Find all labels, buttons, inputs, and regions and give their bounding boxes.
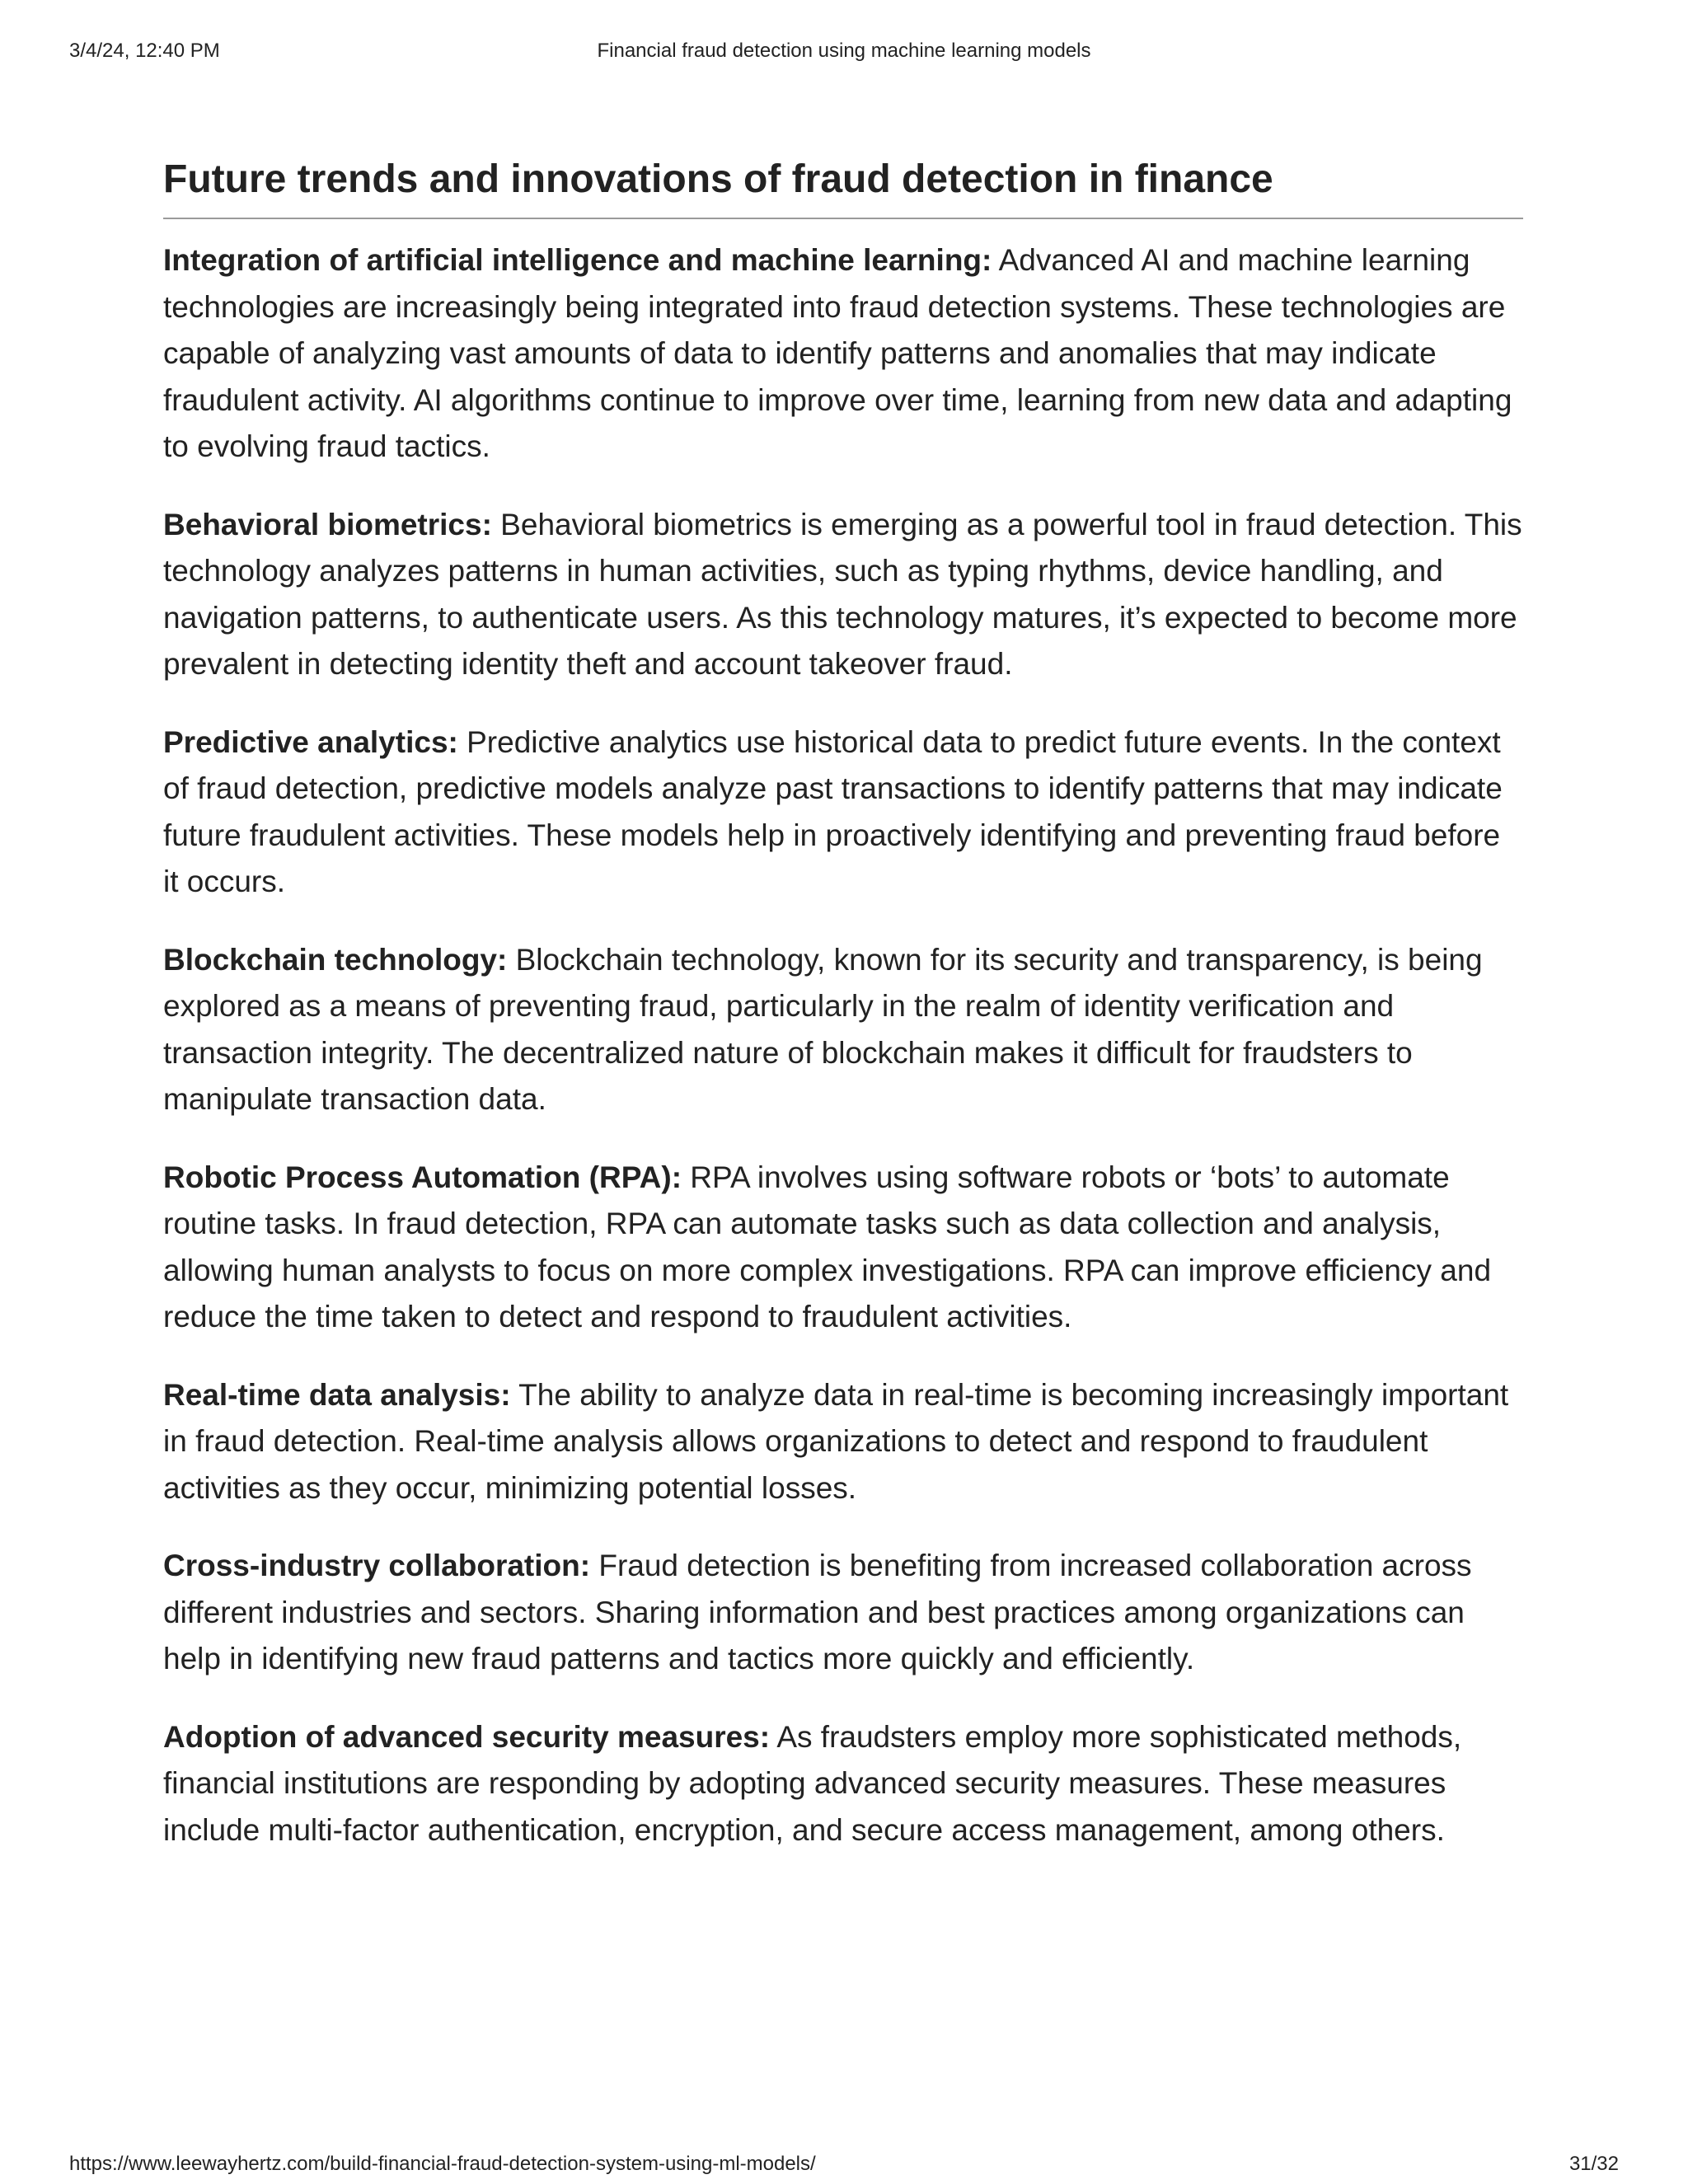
trend-term: Adoption of advanced security measures: (163, 1719, 771, 1754)
section-heading: Future trends and innovations of fraud detection in finance (163, 153, 1523, 219)
print-date: 3/4/24, 12:40 PM (69, 40, 220, 62)
article-content (163, 153, 1523, 1885)
paragraph-list (163, 237, 1523, 1854)
trend-description: Predictive analytics use historical data to predict future events. In the context of fraud detection, predictive models analyze past transactions to identify patterns that may indicate future fraudulent activities. These models help in proactively identifying and preventing fraud before it occurs. (163, 724, 1503, 898)
trend-paragraph-cross-industry (163, 1543, 1523, 1683)
trend-term: Real-time data analysis: (163, 1377, 511, 1412)
trend-description: RPA involves using software robots or ‘bots’ to automate routine tasks. In fraud detection, RPA can automate tasks such as data collection and analysis, allowing human analysts to focus on more complex investigations. RPA can improve efficiency and reduce the time taken to detect and respond to fraudulent activities. (163, 1160, 1492, 1333)
trend-paragraph-ai-ml (163, 237, 1523, 471)
document-title: Financial fraud detection using machine learning models (597, 40, 1091, 62)
trend-term: Behavioral biometrics: (163, 507, 492, 541)
trend-description: Behavioral biometrics is emerging as a powerful tool in fraud detection. This technology analyzes patterns in human activities, such as typing rhythms, device handling, and navigation patterns, to authenticate users. As this technology matures, it’s expected to become more prevalent in detecting identity theft and account takeover fraud. (163, 507, 1522, 681)
trend-paragraph-real-time-analysis (163, 1372, 1523, 1512)
trend-term: Blockchain technology: (163, 942, 508, 977)
trend-paragraph-predictive-analytics (163, 719, 1523, 906)
trend-term: Integration of artificial intelligence and machine learning: (163, 243, 992, 277)
trend-description: As fraudsters employ more sophisticated methods, financial institutions are responding by adopting advanced security measures. These measures include multi-factor authentication, encryption, and secure access management, among others. (163, 1719, 1462, 1847)
trend-description: Fraud detection is benefiting from increased collaboration across different industries and sectors. Sharing information and best practices among organizations can help in identifying new fraud patterns and tactics more quickly and efficiently. (163, 1549, 1472, 1675)
trend-description: The ability to analyze data in real-time is becoming increasingly important in fraud detection. Real-time analysis allows organizations to detect and respond to fraudulent activities as they occur, minimizing potential losses. (163, 1377, 1509, 1505)
trend-term: Predictive analytics: (163, 724, 458, 759)
trend-paragraph-blockchain (163, 937, 1523, 1123)
print-header (69, 40, 1619, 68)
trend-term: Cross-industry collaboration: (163, 1549, 591, 1582)
trend-term: Robotic Process Automation (RPA): (163, 1160, 682, 1194)
print-footer (69, 2153, 1619, 2177)
trend-description: Blockchain technology, known for its security and transparency, is being explored as a means of preventing fraud, particularly in the realm of identity verification and transaction integrity. The decentralized nature of blockchain makes it difficult for fraudsters to manipulate transaction data. (163, 942, 1483, 1116)
page-number: 31/32 (1568, 2153, 1619, 2175)
trend-paragraph-rpa (163, 1155, 1523, 1341)
source-url: https://www.leewayhertz.com/build-financial-fraud-detection-system-using-ml-models/ (69, 2153, 816, 2175)
trend-paragraph-behavioral-biometrics (163, 502, 1523, 688)
trend-description: Advanced AI and machine learning technologies are increasingly being integrated into fraud detection systems. These technologies are capable of analyzing vast amounts of data to identify patterns and anomalies that may indicate fraudulent activity. AI algorithms continue to improve over time, learning from new data and adapting to evolving fraud tactics. (163, 243, 1512, 463)
trend-paragraph-security-measures (163, 1714, 1523, 1854)
